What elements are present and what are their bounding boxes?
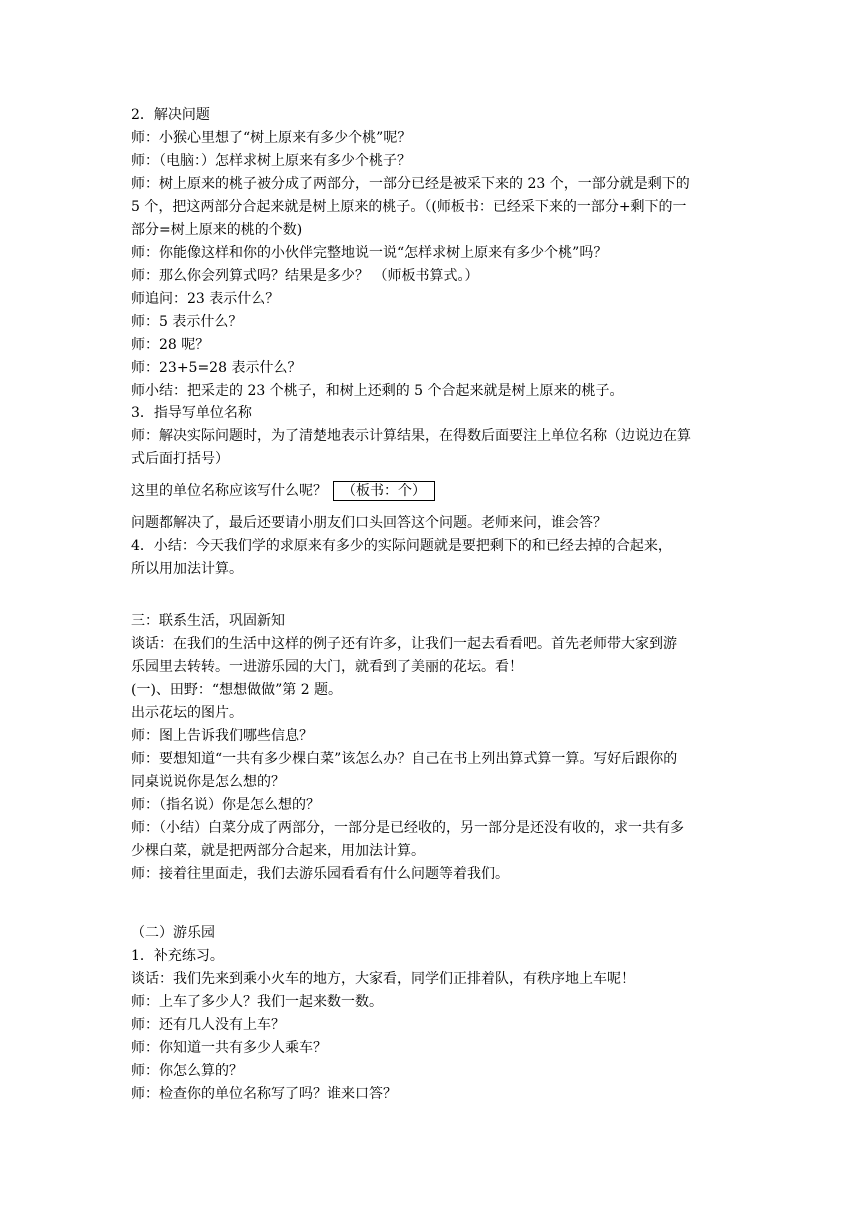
paragraph-line: 问题都解决了，最后还要请小朋友们口头回答这个问题。老师来问，谁会答？ bbox=[131, 515, 607, 531]
paragraph-line: 师：（小结）白菜分成了两部分，一部分是已经收的，另一部分是还没有收的，求一共有多 bbox=[131, 820, 684, 836]
paragraph-line: 师：你能像这样和你的小伙伴完整地说一说“怎样求树上原来有多少个桃”吗？ bbox=[131, 245, 608, 261]
paragraph-line: 师：小猴心里想了“树上原来有多少个桃”呢？ bbox=[131, 130, 412, 146]
paragraph-line: 师追问：23 表示什么？ bbox=[131, 291, 280, 307]
paragraph-line: 师：树上原来的桃子被分成了两部分，一部分已经是被采下来的 23 个，一部分就是剩下的 bbox=[131, 176, 690, 192]
section-heading: （二）游乐园 bbox=[131, 925, 215, 941]
section-heading: 三：联系生活，巩固新知 bbox=[131, 613, 285, 629]
paragraph-line: 师：还有几人没有上车？ bbox=[131, 1017, 285, 1033]
paragraph-line: 师：解决实际问题时，为了清楚地表示计算结果，在得数后面要注上单位名称（边说边在算 bbox=[131, 428, 691, 444]
paragraph-line: 1．补充练习。 bbox=[131, 948, 224, 964]
paragraph-line-with-box bbox=[131, 480, 435, 503]
paragraph-line: 5 个，把这两部分合起来就是树上原来的桃子。（(师板书：已经采下来的一部分+剩下的一 bbox=[131, 199, 687, 215]
question-text: 这里的单位名称应该写什么呢？ bbox=[131, 483, 327, 499]
paragraph-line: 师：检查你的单位名称写了吗？谁来口答？ bbox=[131, 1086, 397, 1102]
paragraph-line: 师：28 呢？ bbox=[131, 337, 210, 353]
section-heading: 2．解决问题 bbox=[131, 107, 210, 123]
paragraph-line: 师：23+5=28 表示什么？ bbox=[131, 360, 302, 376]
paragraph-line: 师：上车了多少人？我们一起来数一数。 bbox=[131, 994, 383, 1010]
paragraph-line: (一)、田野：“想想做做”第 2 题。 bbox=[131, 682, 343, 698]
paragraph-line: 谈话：在我们的生活中这样的例子还有许多，让我们一起去看看吧。首先老师带大家到游 bbox=[131, 636, 677, 652]
paragraph-line: 乐园里去转转。一进游乐园的大门，就看到了美丽的花坛。看！ bbox=[131, 659, 523, 675]
paragraph-line: 师：要想知道“一共有多少棵白菜”该怎么办？自己在书上列出算式算一算。写好后跟你的 bbox=[131, 751, 678, 767]
paragraph-line: 师：5 表示什么？ bbox=[131, 314, 243, 330]
paragraph-line: 师：图上告诉我们哪些信息？ bbox=[131, 728, 313, 744]
paragraph-line: 师小结：把采走的 23 个桃子，和树上还剩的 5 个合起来就是树上原来的桃子。 bbox=[131, 383, 624, 399]
paragraph-line: 师：你怎么算的？ bbox=[131, 1063, 243, 1079]
paragraph-line: 师：你知道一共有多少人乘车？ bbox=[131, 1040, 327, 1056]
paragraph-line: 谈话：我们先来到乘小火车的地方，大家看，同学们正排着队，有秩序地上车呢！ bbox=[131, 971, 635, 987]
paragraph-line: 师：（电脑：）怎样求树上原来有多少个桃子？ bbox=[131, 153, 411, 169]
paragraph-line: 师：（指名说）你是怎么想的？ bbox=[131, 797, 320, 813]
paragraph-line: 师：那么你会列算式吗？结果是多少？ （师板书算式。） bbox=[131, 268, 479, 284]
paragraph-line: 所以用加法计算。 bbox=[131, 561, 243, 577]
paragraph-line: 师：接着往里面走，我们去游乐园看看有什么问题等着我们。 bbox=[131, 866, 509, 882]
board-writing-box: （板书：个） bbox=[333, 481, 435, 501]
paragraph-line: 同桌说说你是怎么想的？ bbox=[131, 774, 285, 790]
paragraph-line: 部分=树上原来的桃的个数) bbox=[131, 222, 303, 238]
paragraph-line: 少棵白菜，就是把两部分合起来，用加法计算。 bbox=[131, 843, 425, 859]
section-heading: 3．指导写单位名称 bbox=[131, 405, 252, 421]
paragraph-line: 出示花坛的图片。 bbox=[131, 705, 243, 721]
paragraph-line: 4．小结：今天我们学的求原来有多少的实际问题就是要把剩下的和已经去掉的合起来， bbox=[131, 538, 672, 554]
paragraph-line: 式后面打括号） bbox=[131, 451, 229, 467]
